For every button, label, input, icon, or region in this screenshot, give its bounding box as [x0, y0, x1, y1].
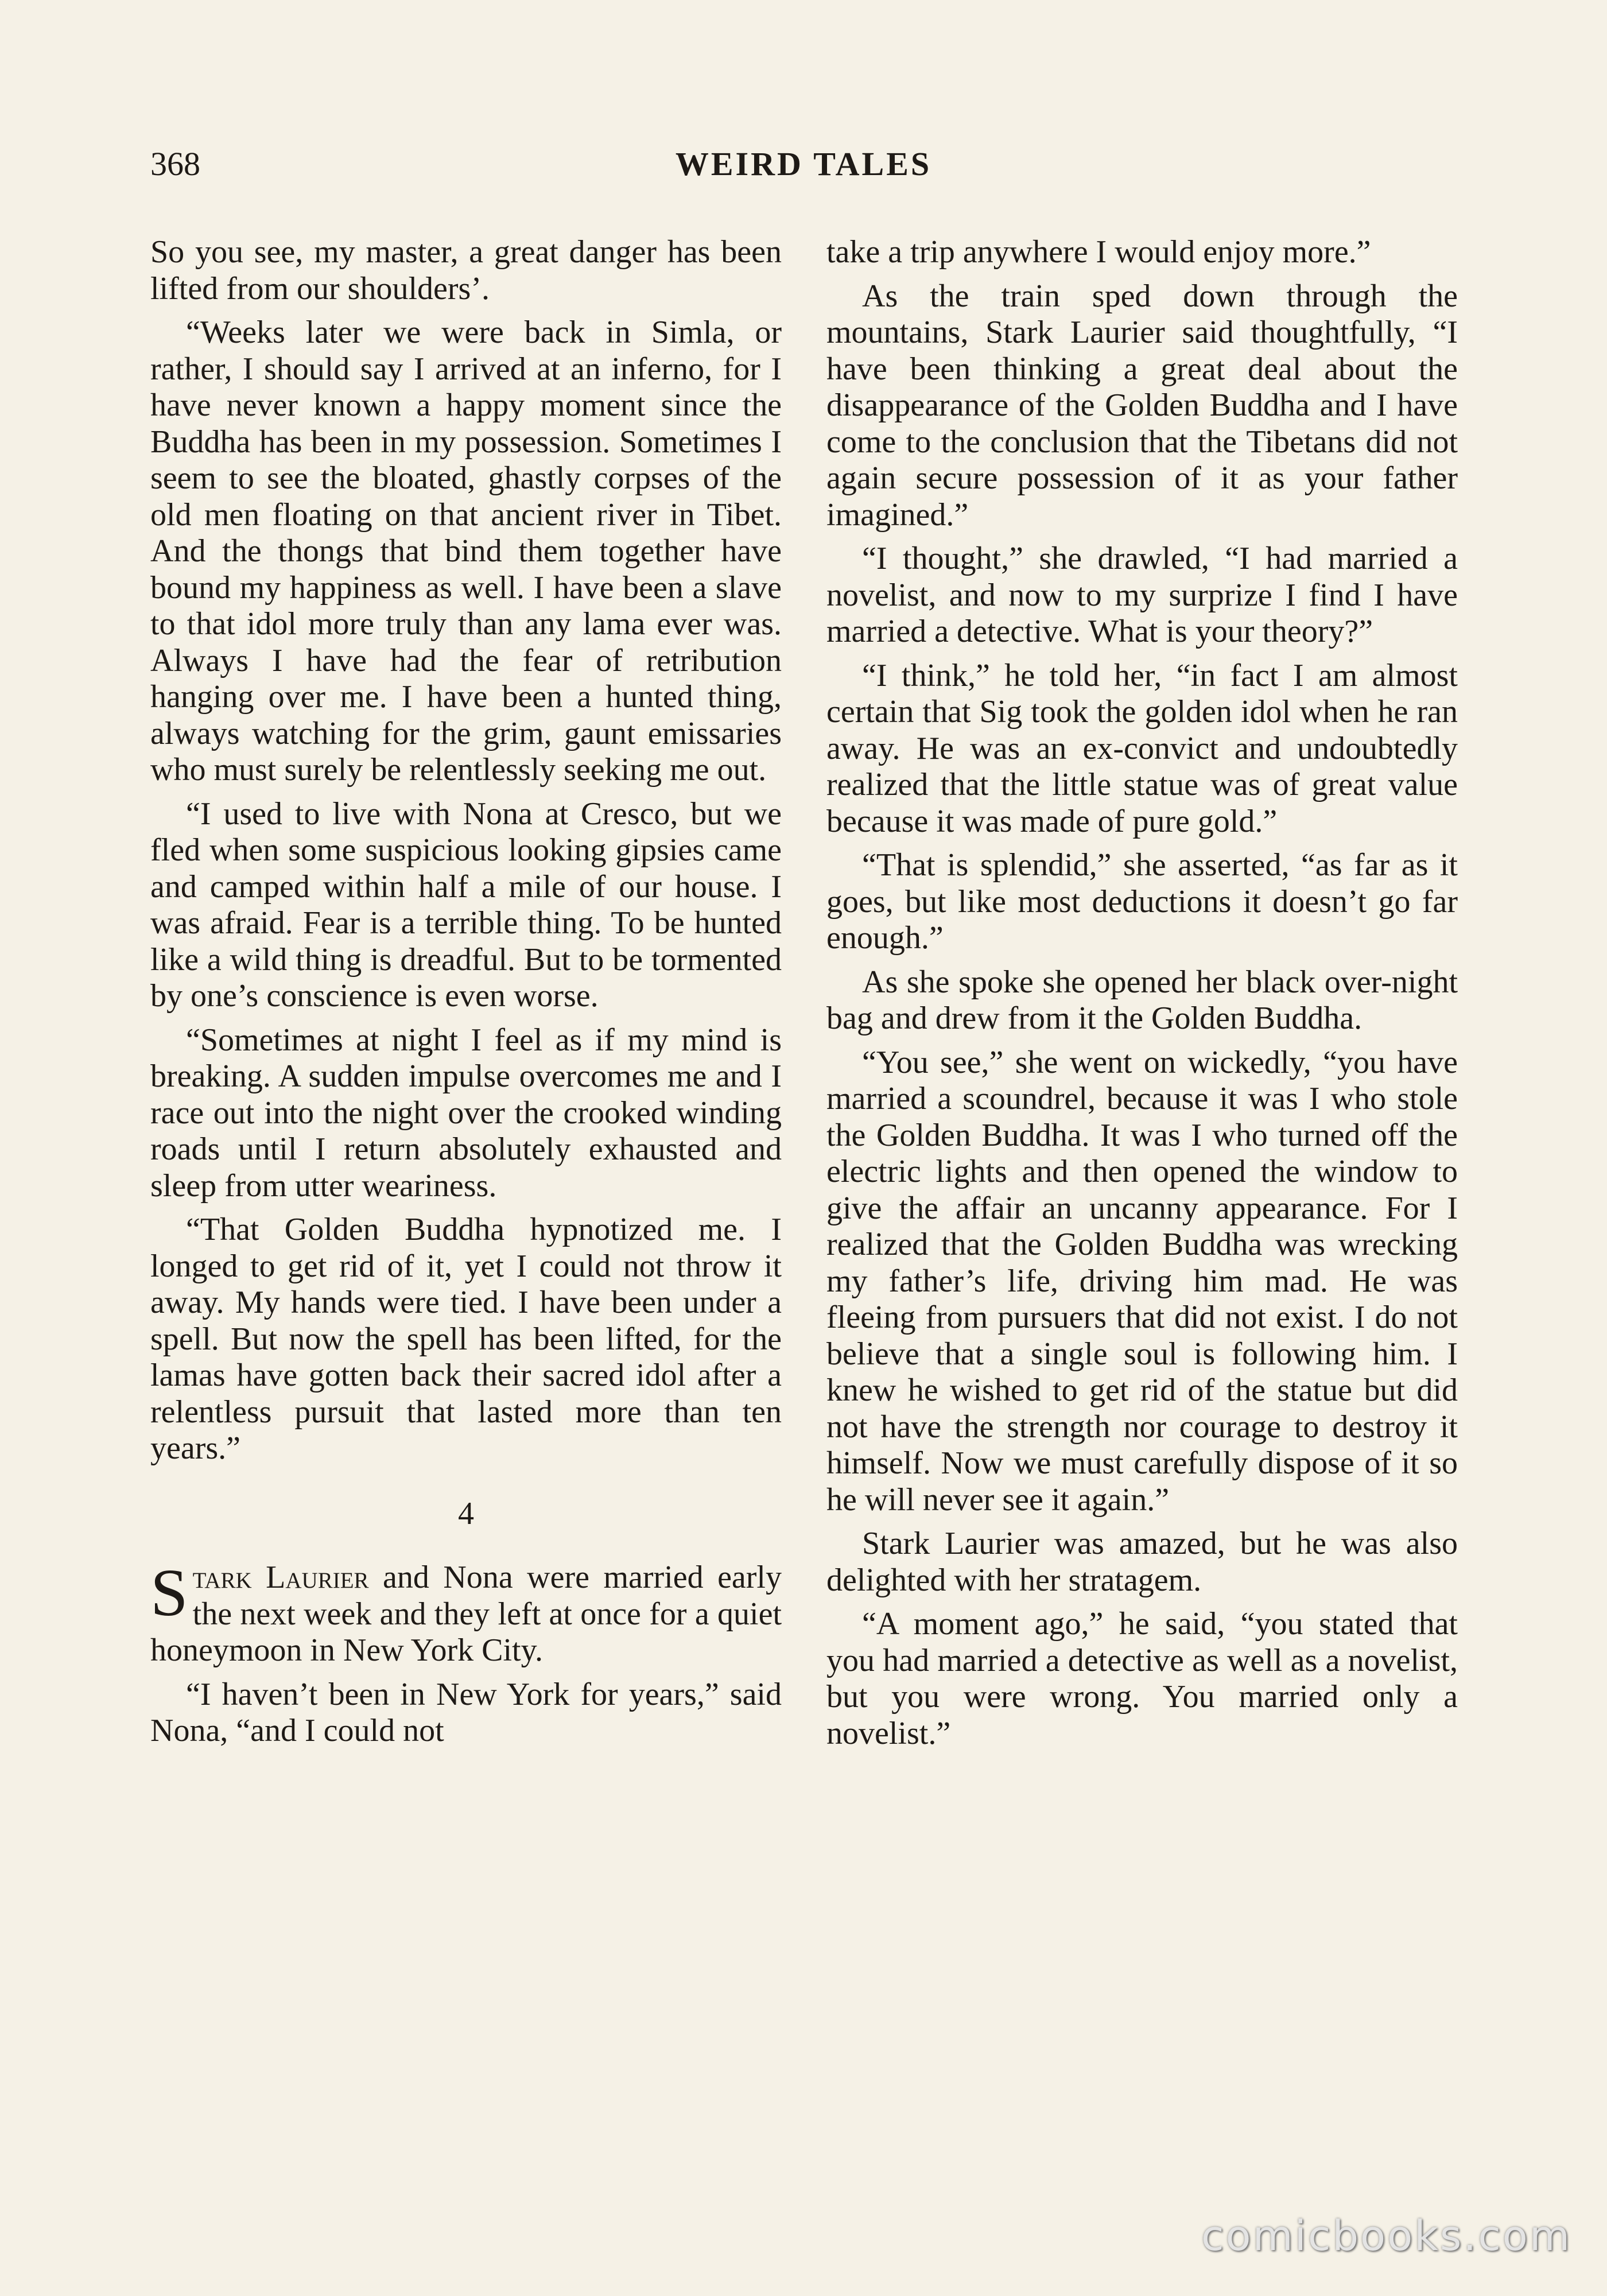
page-number: 368 [150, 145, 200, 183]
left-column [150, 234, 782, 1757]
paragraph: “That is splendid,” she asserted, “as far as it goes, but like most deductions it doesn’t go far enough.” [826, 847, 1458, 956]
paragraph: “Weeks later we were back in Simla, or rather, I should say I arrived at an inferno, for I have never known a happy moment since the Buddha has been in my possession. Sometimes I seem to see the bloated, ghastly corpses of the old men floating on that ancient river in Tibet. And the thongs that bind them together have bound my happiness as well. I have been a slave to that idol more truly than any lama ever was. Always I have had the fear of retribution hanging over me. I have been a hunted thing, always watching for the grim, gaunt emissaries who must surely be relentlessly seeking me out. [150, 315, 782, 788]
paragraph: “I haven’t been in New York for years,” said Nona, “and I could not [150, 1676, 782, 1748]
section-opening-text: and Nona were married early the next week and they left at once for a quiet honeymoon in New York City. [150, 1560, 782, 1668]
paragraph: “I used to live with Nona at Cresco, but we fled when some suspicious looking gipsies came and camped within half a mile of our house. I was afraid. Fear is a terrible thing. To be hunted like a wild thing is dreadful. But to be tormented by one’s conscience is even worse. [150, 796, 782, 1014]
paragraph: “Sometimes at night I feel as if my mind is breaking. A sudden impulse overcomes me and I race out into the night over the crooked winding roads until I return absolutely exhausted and sleep from utter weariness. [150, 1022, 782, 1204]
paragraph: “That Golden Buddha hypnotized me. I longed to get rid of it, yet I could not throw it away. My hands were tied. I have been under a spell. But now the spell has been lifted, for the lamas have gotten back their sacred idol after a relentless pursuit that lasted more than ten years.” [150, 1212, 782, 1466]
paragraph: As the train sped down through the mountains, Stark Laurier said thoughtfully, “I have been thinking a great deal about the disappearance of the Golden Buddha and I have come to the conclusion that the Tibetans did not again secure possession of it as your father imagined.” [826, 278, 1458, 533]
small-caps-name: tark Laurier [192, 1560, 369, 1595]
drop-cap: S [150, 1555, 188, 1630]
paragraph: take a trip anywhere I would enjoy more.” [826, 234, 1371, 270]
right-column [826, 234, 1458, 1759]
section-number: 4 [458, 1495, 474, 1531]
running-head: WEIRD TALES [675, 145, 932, 183]
paragraph: So you see, my master, a great danger has been lifted from our shoulders’. [150, 234, 782, 307]
paragraph: As she spoke she opened her black over-night bag and drew from it the Golden Buddha. [826, 964, 1458, 1036]
paragraph: “I thought,” she drawled, “I had married a novelist, and now to my surprize I find I have married a detective. What is your theory?” [826, 541, 1458, 649]
paragraph: “You see,” she went on wickedly, “you have married a scoundrel, because it was I who stole the Golden Buddha. It was I who turned off the electric lights and then opened the window to give the affair an uncanny appearance. For I realized that the Golden Buddha was wrecking my father’s life, driving him mad. He was fleeing from pursuers that did not exist. I do not believe that a single soul is following him. I knew he wished to get rid of the statue but did not have the strength nor courage to destroy it himself. Now we must carefully dispose of it so he will never see it again.” [826, 1044, 1458, 1518]
paragraph: “A moment ago,” he said, “you stated that you had married a detective as well as a novelist, but you were wrong. You married only a novelist.” [826, 1606, 1458, 1751]
paragraph: “I think,” he told her, “in fact I am almost certain that Sig took the golden idol when he ran away. He was an ex-convict and undoubtedly realized that the little statue was of great value because it was made of pure gold.” [826, 657, 1458, 839]
watermark: comicbooks.com [1201, 2212, 1571, 2260]
section-opening-paragraph [150, 1555, 782, 1669]
paragraph: Stark Laurier was amazed, but he was also delighted with her stratagem. [826, 1526, 1458, 1598]
